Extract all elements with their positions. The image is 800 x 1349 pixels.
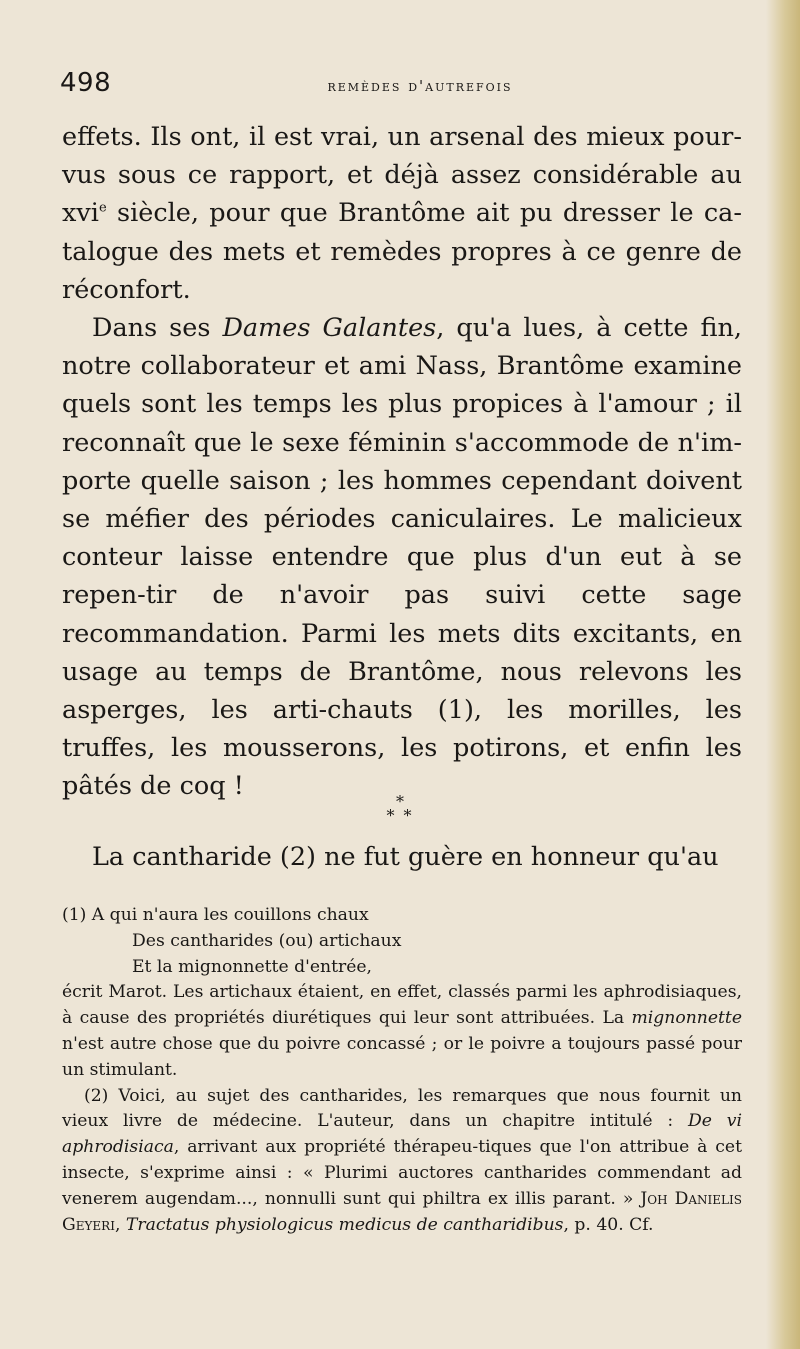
p1-text-a: effets. Ils ont, il est vrai, un arsenal des mieux pour-vus sous ce rapport, et déjà assez considérable au xvi: [62, 122, 742, 229]
p2-text-a: Dans ses: [92, 313, 223, 344]
fn2-text-c: , p. 40. Cf.: [563, 1214, 654, 1235]
main-text: [62, 118, 742, 806]
fn2-text-a: (2) Voici, au sujet des cantharides, les remarques que nous fournit un vieux livre de médecine. L'auteur, dans un chapitre intitulé :: [62, 1085, 742, 1132]
p2-text-b: , qu'a lues, à cette fin, notre collaborateur et ami Nass, Brantôme examine quels sont les temps les plus propices à l'amour ; il reconnaît que le sexe féminin s'accommode de n'im-porte quelle saison ; les hommes cependant doivent se méfier des périodes caniculaires. Le malicieux conteur laisse entendre que plus d'un eut à se repen-tir de n'avoir pas suivi cette sage recommandation. Parmi les mets dits excitants, en usage au temps de Brantôme, nous relevons les asperges, les arti-chauts (1), les morilles, les truffes, les mousserons, les potirons, et enfin les pâtés de coq !: [62, 313, 743, 802]
fn2-comma: ,: [114, 1214, 126, 1235]
paragraph-1: [62, 118, 742, 309]
p1-text-b: siècle, pour que Brantôme ait pu dresser le ca-talogue des mets et remèdes propres à ce genre de réconfort.: [62, 198, 742, 305]
footnotes: [62, 903, 742, 1238]
fn2-italic-1: De vi aphrodisiaca: [62, 1111, 743, 1158]
footnote-1-verse-3: Et la mignonnette d'entrée,: [132, 956, 372, 977]
footnote-1-verse-1: (1) A qui n'aura les couillons chaux: [62, 905, 369, 925]
footnote-2-text: [62, 1084, 742, 1239]
fn2-italic-2: Tractatus physiologicus medicus de cantharidibus: [125, 1214, 564, 1235]
paragraph-2: [62, 309, 742, 806]
fn1-text-b: n'est autre chose que du poivre concassé ; or le poivre a toujours passé pour un stimulant.: [62, 1033, 742, 1080]
asterism-divider: [0, 792, 800, 825]
page-header: [60, 68, 750, 108]
footnote-1-verse-2: Des cantharides (ou) artichaux: [132, 930, 402, 951]
fn1-italic: mignonnette: [631, 1008, 742, 1029]
fn2-author: Joh Danielis Geyeri: [62, 1188, 742, 1235]
superscript-e: e: [98, 200, 107, 216]
footnote-1-text: [62, 980, 742, 1083]
running-title: remèdes d'autrefois: [327, 77, 513, 95]
page-number: 498: [60, 68, 112, 98]
paragraph-3: La cantharide (2) ne fut guère en honneur qu'au: [92, 842, 719, 872]
asterism-bottom: * *: [386, 806, 414, 825]
fn1-text-a: écrit Marot. Les artichaux étaient, en effet, classés parmi les aphrodisiaques, à cause des propriétés diurétiques qui leur sont attribuées. La: [62, 982, 742, 1029]
asterism-top: *: [396, 792, 404, 811]
p2-italic-title: Dames Galantes: [222, 313, 437, 344]
page-edge-shading: [766, 0, 800, 1349]
fn2-text-b: , arrivant aux propriété thérapeu-tiques que l'on attribue à cet insecte, s'exprime ainsi : « Plurimi auctores cantharides commendant ad venerem augendam..., nonnulli sunt qui philtra ex illis parant. »: [62, 1137, 742, 1209]
